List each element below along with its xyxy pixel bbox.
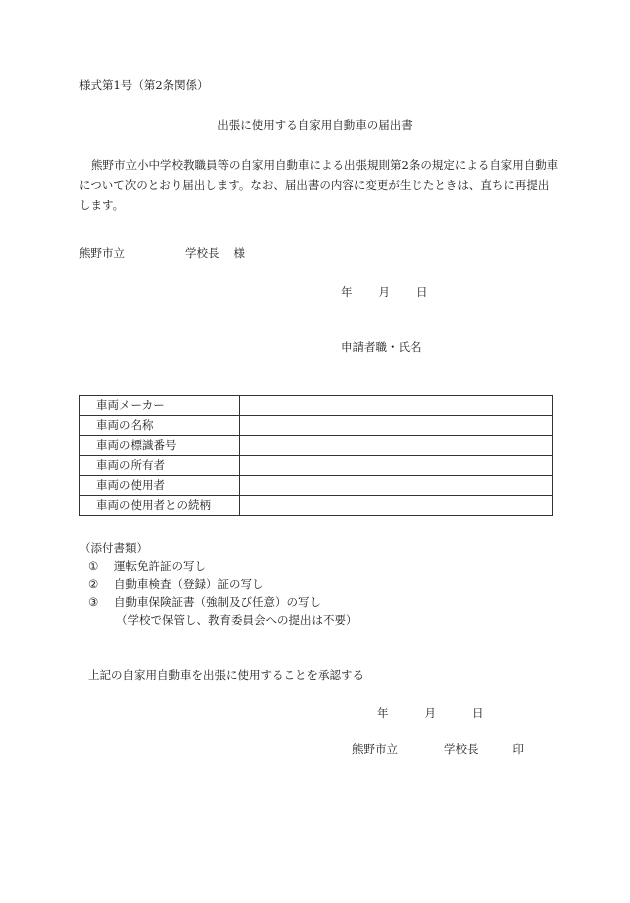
vehicle-table-row bbox=[80, 476, 553, 496]
date-month-label: 月 bbox=[378, 285, 390, 299]
vehicle-table-row bbox=[80, 396, 553, 416]
attachment-text: 自動車検査（登録）証の写し bbox=[114, 577, 264, 591]
vehicle-field-label: 車両の使用者 bbox=[80, 476, 240, 496]
attachment-text: 運転免許証の写し bbox=[114, 559, 206, 573]
vehicle-field-label: 車両の名称 bbox=[80, 416, 240, 436]
attachments-heading: （添付書類） bbox=[79, 541, 148, 555]
vehicle-field-value[interactable] bbox=[240, 396, 553, 416]
form-number: 様式第1号（第2条関係） bbox=[79, 78, 209, 92]
vehicle-field-label: 車両の標識番号 bbox=[80, 436, 240, 456]
approval-statement: 上記の自家用自動車を出張に使用することを承認する bbox=[88, 668, 364, 682]
vehicle-table-row bbox=[80, 496, 553, 516]
date-year-label: 年 bbox=[377, 706, 389, 720]
vehicle-field-value[interactable] bbox=[240, 416, 553, 436]
document-title: 出張に使用する自家用自動車の届出書 bbox=[217, 118, 413, 132]
attachment-number: ② bbox=[88, 577, 99, 591]
addressee-line bbox=[79, 248, 245, 260]
date-month-label: 月 bbox=[424, 706, 436, 720]
attachment-number: ③ bbox=[88, 595, 99, 609]
attachment-text: 自動車保険証書（強制及び任意）の写し bbox=[114, 595, 321, 609]
approval-date bbox=[377, 708, 484, 720]
vehicle-field-label: 車両の所有者 bbox=[80, 456, 240, 476]
vehicle-field-value[interactable] bbox=[240, 496, 553, 516]
addressee-city: 熊野市立 bbox=[79, 246, 125, 260]
intro-paragraph: 熊野市立小中学校教職員等の自家用自動車による出張規則第2条の規定による自家用自動車について次のとおり届出します。なお、届出書の内容に変更が生じたときは、直ちに再提出します。 bbox=[79, 158, 559, 212]
submission-date bbox=[341, 287, 428, 299]
seal-mark: 印 bbox=[512, 742, 524, 756]
signer-city: 熊野市立 bbox=[352, 742, 398, 756]
signer-position: 学校長 bbox=[444, 742, 479, 756]
attachment-item bbox=[88, 561, 206, 573]
vehicle-field-label: 車両の使用者との続柄 bbox=[80, 496, 240, 516]
date-day-label: 日 bbox=[416, 285, 428, 299]
attachment-number: ① bbox=[88, 559, 99, 573]
principal-signature-line bbox=[352, 744, 524, 756]
vehicle-table-row bbox=[80, 456, 553, 476]
addressee-position: 学校長 bbox=[185, 246, 220, 260]
vehicle-table-row bbox=[80, 416, 553, 436]
vehicle-field-value[interactable] bbox=[240, 436, 553, 456]
attachment-note: （学校で保管し、教育委員会への提出は不要） bbox=[116, 613, 358, 627]
vehicle-field-value[interactable] bbox=[240, 476, 553, 496]
vehicle-field-label: 車両メーカー bbox=[80, 396, 240, 416]
date-year-label: 年 bbox=[341, 285, 353, 299]
vehicle-info-table bbox=[79, 395, 553, 516]
vehicle-table-row bbox=[80, 436, 553, 456]
vehicle-field-value[interactable] bbox=[240, 456, 553, 476]
attachment-item bbox=[88, 579, 264, 591]
addressee-honorific: 様 bbox=[233, 246, 245, 260]
date-day-label: 日 bbox=[472, 706, 484, 720]
applicant-label: 申請者職・氏名 bbox=[341, 340, 422, 354]
attachment-item bbox=[88, 597, 321, 609]
